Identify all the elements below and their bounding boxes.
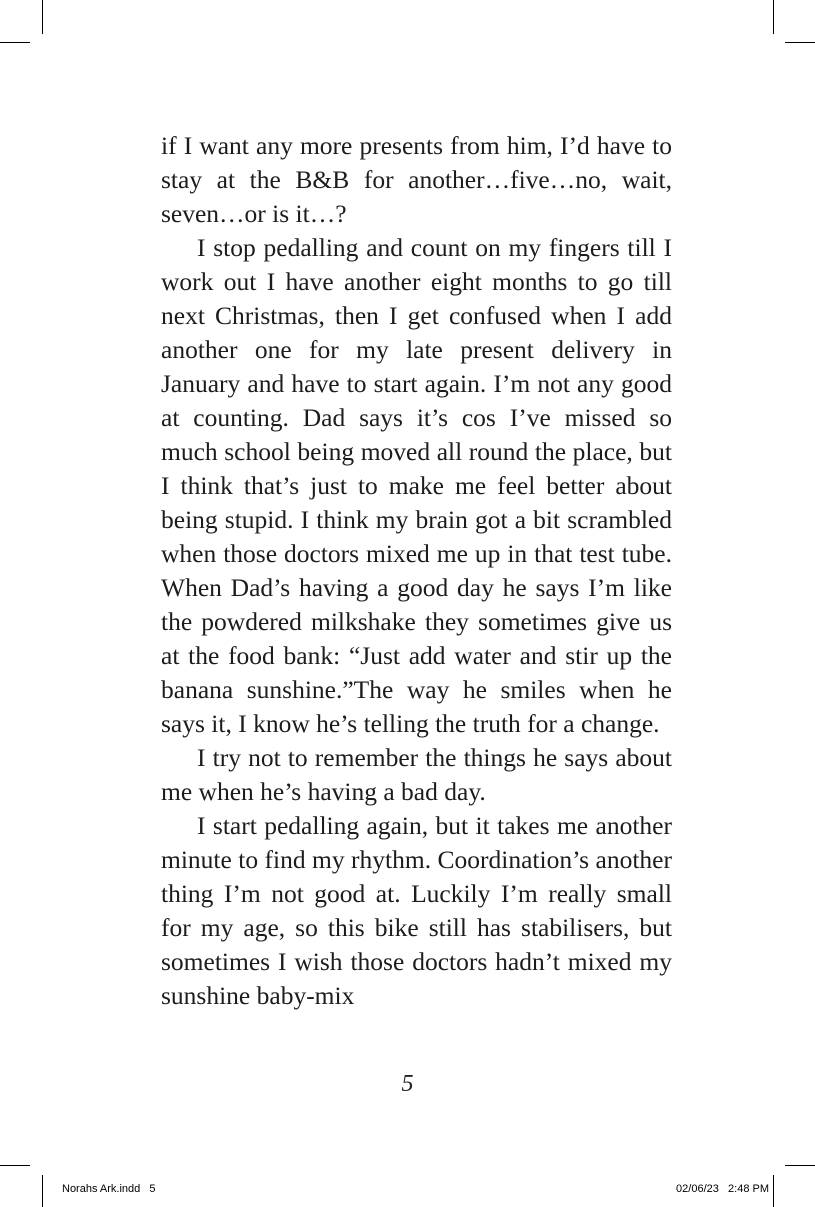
crop-mark-top-right-horizontal	[785, 42, 815, 43]
paragraph-3: I try not to remember the things he says about me when he’s having a bad day.	[161, 743, 672, 806]
slug-file-label: Norahs Ark.indd 5	[62, 1183, 156, 1195]
paragraph-1: if I want any more presents from him, I’d have to stay at the B&B for another…five…no, wait, seven…or is it…?	[161, 131, 672, 228]
page-number: 5	[401, 1071, 414, 1097]
crop-mark-bottom-left-vertical	[42, 1175, 43, 1207]
crop-mark-bottom-right-horizontal	[785, 1165, 815, 1166]
paragraph-4: I start pedalling again, but it takes me another minute to find my rhythm. Coordination’s another thing I’m not good at. Luckily I’m really small for my age, so this bike still has stabilisers, but sometimes I wish those doctors hadn’t mixed my sunshine baby-mix	[161, 811, 672, 1010]
crop-mark-top-left-vertical	[42, 0, 43, 34]
slug-date-time: 02/06/23 2:48 PM	[676, 1183, 769, 1195]
body-text	[161, 129, 672, 1013]
paragraph-2: I stop pedalling and count on my fingers till I work out I have another eight months to go till next Christmas, then I get confused when I add another one for my late present delivery in January and have to start again. I’m not any good at counting. Dad says it’s cos I’ve missed so much school being moved all round the place, but I think that’s just to make me feel better about being stupid. I think my brain got a bit scrambled when those doctors mixed me up in that test tube. When Dad’s having a good day he says I’m like the powdered milkshake they sometimes give us at the food bank: “Just add water and stir up the banana sunshine.”The way he smiles when he says it, I know he’s telling the truth for a change.	[161, 233, 672, 738]
crop-mark-bottom-left-horizontal	[0, 1165, 30, 1166]
crop-mark-top-left-horizontal	[0, 42, 30, 43]
crop-mark-bottom-right-vertical	[773, 1175, 774, 1207]
crop-mark-top-right-vertical	[773, 0, 774, 34]
